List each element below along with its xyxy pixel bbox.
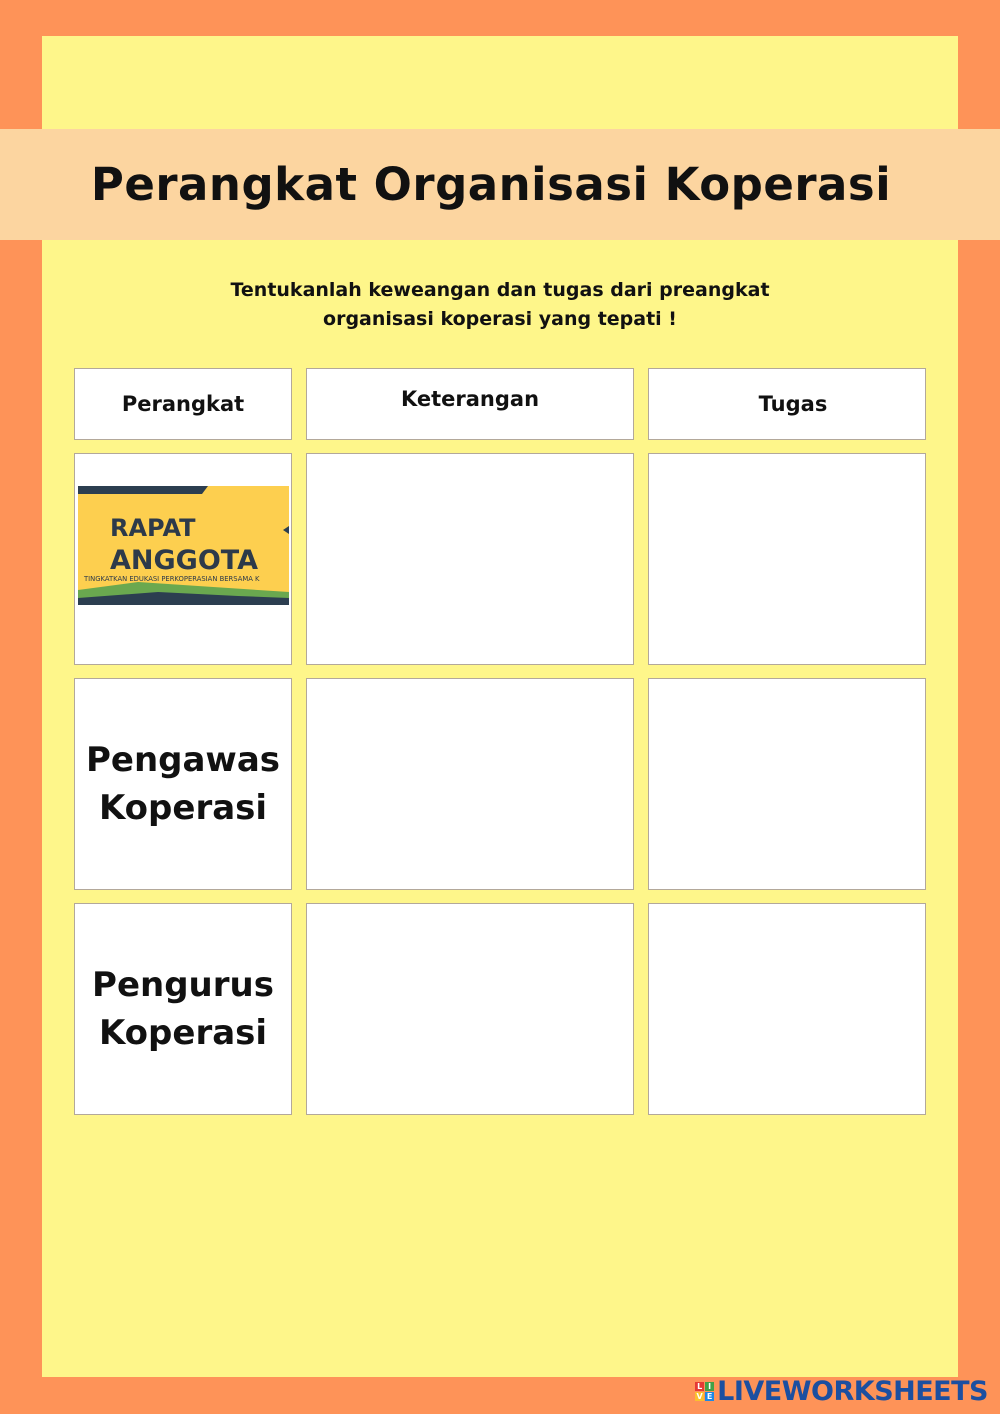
pengawas-label-1: Pengawas — [85, 740, 281, 780]
banner-tagline: TINGKATKAN EDUKASI PERKOPERASIAN BERSAMA K — [84, 575, 260, 583]
header-keterangan-label: Keterangan — [400, 387, 540, 411]
liveworksheets-logo — [695, 1376, 988, 1406]
logo-mark-v: V — [696, 1391, 703, 1401]
header-perangkat-label: Perangkat — [121, 392, 245, 416]
header-tugas-label: Tugas — [758, 392, 828, 416]
cell-pengawas-koperasi — [74, 678, 292, 890]
title-band — [0, 129, 1000, 240]
instructions-line-2: organisasi koperasi yang tepati ! — [323, 308, 677, 330]
answer-tugas-1[interactable] — [648, 453, 926, 665]
answer-keterangan-3[interactable] — [306, 903, 634, 1115]
instructions — [150, 276, 850, 334]
pengurus-label-1: Pengurus — [92, 965, 274, 1005]
rapat-anggota-image — [78, 486, 289, 605]
banner-line-2: ANGGOTA — [110, 545, 258, 576]
page-title: Perangkat Organisasi Koperasi — [90, 158, 892, 211]
answer-tugas-2[interactable] — [648, 678, 926, 890]
answer-tugas-3[interactable] — [648, 903, 926, 1115]
banner-line-1: RAPAT — [110, 514, 196, 542]
logo-mark-i: I — [705, 1382, 714, 1391]
logo-mark-icon — [695, 1382, 714, 1401]
logo-mark-e: E — [706, 1391, 713, 1401]
answer-keterangan-1[interactable] — [306, 453, 634, 665]
header-tugas — [648, 368, 926, 440]
instructions-line-1: Tentukanlah keweangan dan tugas dari preangkat — [230, 279, 770, 301]
banner-graphic — [78, 486, 289, 605]
pengurus-label-2: Koperasi — [98, 1013, 268, 1053]
pengawas-label-2: Koperasi — [98, 788, 268, 828]
answer-keterangan-2[interactable] — [306, 678, 634, 890]
header-keterangan — [306, 368, 634, 440]
logo-text: LIVEWORKSHEETS — [717, 1375, 988, 1407]
cell-pengurus-koperasi — [74, 903, 292, 1115]
logo-mark-l: L — [697, 1381, 703, 1391]
header-perangkat — [74, 368, 292, 440]
cell-rapat-anggota — [74, 453, 292, 665]
